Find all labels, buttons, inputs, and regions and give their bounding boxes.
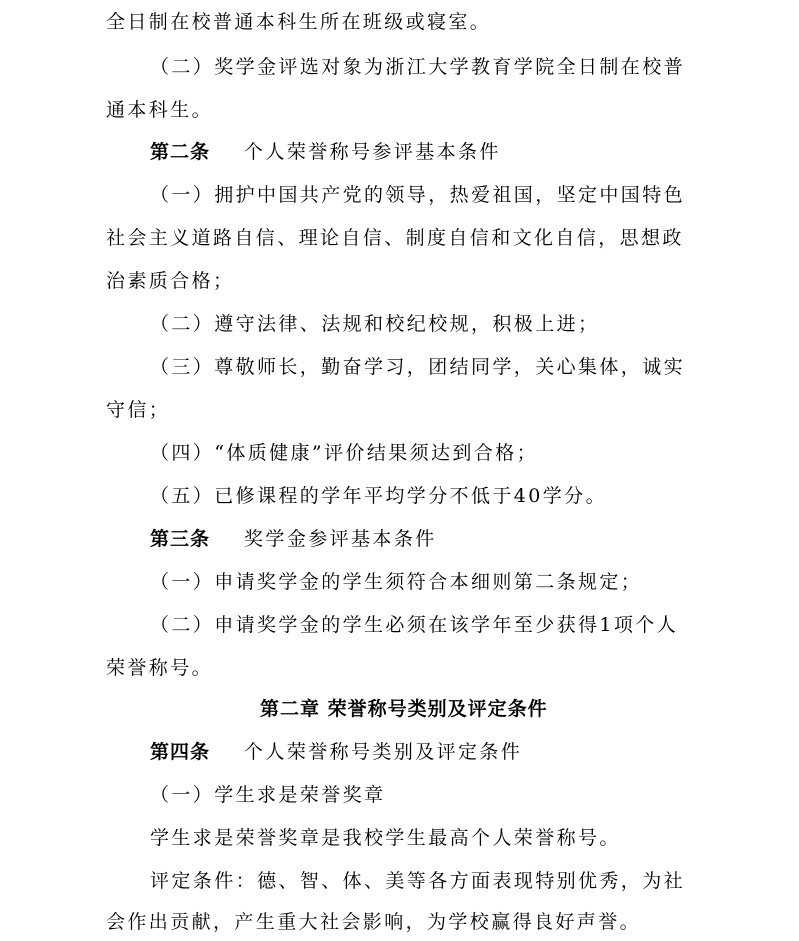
chapter-title: 第二章 荣誉称号类别及评定条件 — [260, 698, 548, 720]
article-label: 第三条 — [150, 528, 211, 550]
text-line: （五）已修课程的学年平均学分不低于40学分。 — [150, 485, 607, 507]
text-line: 治素质合格； — [106, 270, 235, 292]
text-line: （一）拥护中国共产党的领导，热爱祖国，坚定中国特色 — [150, 184, 686, 206]
article-title: 个人荣誉称号参评基本条件 — [244, 141, 501, 163]
text-line: （二）奖学金评选对象为浙江大学教育学院全日制在校普 — [150, 56, 686, 78]
text-line: （一）申请奖学金的学生须符合本细则第二条规定； — [150, 571, 643, 593]
text-line: 评定条件：德、智、体、美等各方面表现特别优秀，为社 — [150, 870, 686, 892]
text-line: 荣誉称号。 — [106, 657, 214, 679]
text-line: 守信； — [106, 399, 171, 421]
article-title: 个人荣誉称号类别及评定条件 — [244, 741, 523, 763]
text-line: 社会主义道路自信、理论自信、制度自信和文化自信，思想政 — [106, 227, 684, 249]
text-line: （四）“体质健康”评价结果须达到合格； — [150, 442, 539, 464]
text-line: 全日制在校普通本科生所在班级或寝室。 — [106, 11, 492, 33]
text-line: （三）尊敬师长，勤奋学习，团结同学，关心集体，诚实 — [150, 356, 686, 378]
text-line: （一）学生求是荣誉奖章 — [150, 784, 386, 806]
text-line: （二）遵守法律、法规和校纪校规，积极上进； — [150, 313, 600, 335]
article-label: 第二条 — [150, 141, 211, 163]
article-heading — [150, 740, 522, 764]
article-heading — [150, 527, 437, 551]
text-line: （二）申请奖学金的学生必须在该学年至少获得1项个人 — [150, 614, 679, 636]
text-line: 学生求是荣誉奖章是我校学生最高个人荣誉称号。 — [150, 827, 621, 849]
article-title: 奖学金参评基本条件 — [244, 528, 437, 550]
text-line: 会作出贡献，产生重大社会影响，为学校赢得良好声誉。 — [106, 911, 642, 933]
article-heading — [150, 140, 501, 164]
text-line: 通本科生。 — [106, 99, 214, 121]
article-label: 第四条 — [150, 741, 211, 763]
